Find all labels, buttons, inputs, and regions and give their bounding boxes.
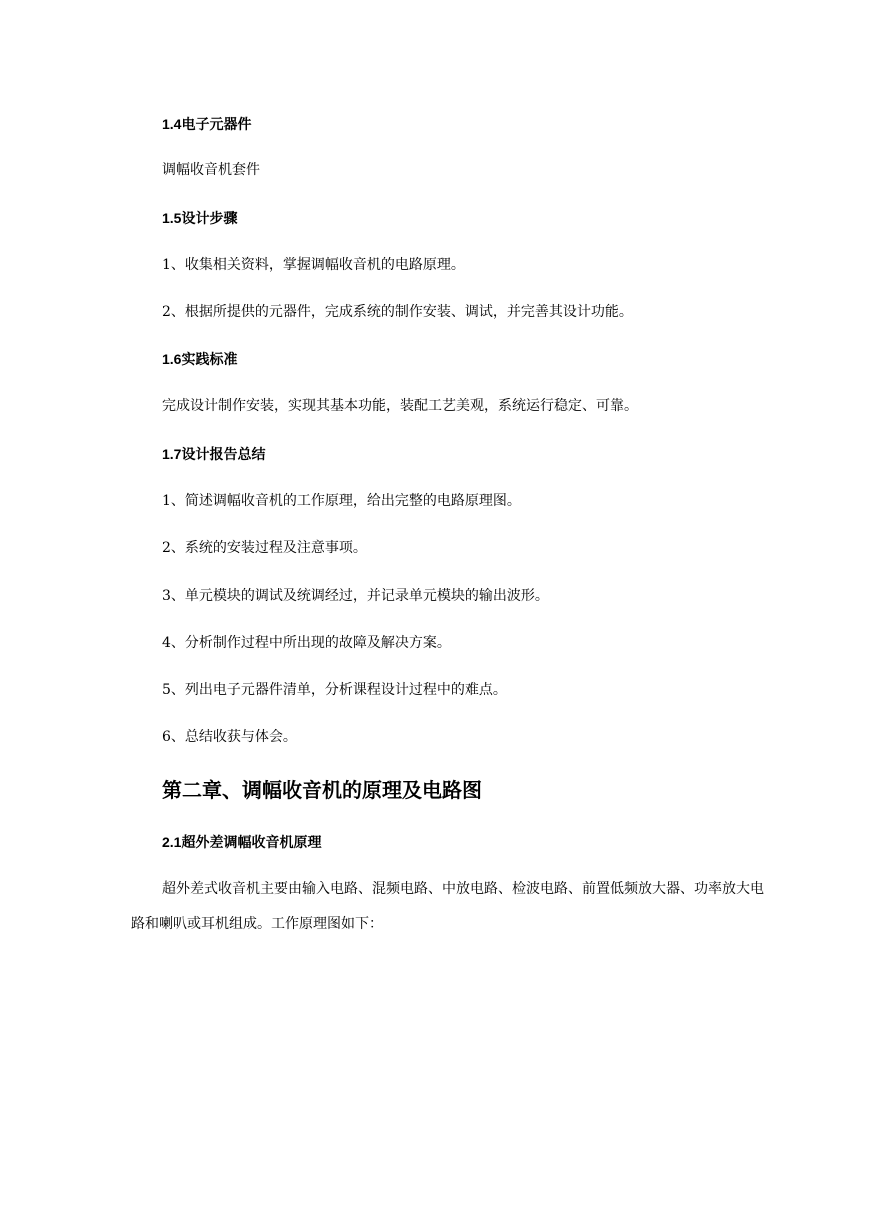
summary-item: 5、列出电子元器件清单，分析课程设计过程中的难点。 <box>162 682 507 698</box>
paragraph-standards: 完成设计制作安装，实现其基本功能，装配工艺美观，系统运行稳定、可靠。 <box>162 398 638 414</box>
chapter-title: 第二章、调幅收音机的原理及电路图 <box>162 778 482 802</box>
summary-item: 6、总结收获与体会。 <box>162 729 297 745</box>
section-heading-2-1: 2.1超外差调幅收音机原理 <box>162 834 322 850</box>
summary-item: 3、单元模块的调试及统调经过，并记录单元模块的输出波形。 <box>162 588 549 604</box>
section-heading-1-4: 1.4电子元器件 <box>162 116 252 132</box>
step-item: 1、收集相关资料，掌握调幅收音机的电路原理。 <box>162 257 465 273</box>
summary-item: 2、系统的安装过程及注意事项。 <box>162 540 367 556</box>
summary-item: 1、简述调幅收音机的工作原理，给出完整的电路原理图。 <box>162 493 521 509</box>
section-heading-1-7: 1.7设计报告总结 <box>162 446 266 462</box>
step-item: 2、根据所提供的元器件，完成系统的制作安装、调试，并完善其设计功能。 <box>162 304 633 320</box>
section-heading-1-6: 1.6实践标准 <box>162 351 238 367</box>
summary-item: 4、分析制作过程中所出现的故障及解决方案。 <box>162 635 451 651</box>
paragraph-components: 调幅收音机套件 <box>162 162 260 178</box>
section-heading-1-5: 1.5设计步骤 <box>162 210 238 226</box>
paragraph-superheterodyne: 超外差式收音机主要由输入电路、混频电路、中放电路、检波电路、前置低频放大器、功率放大电路和喇叭或耳机组成。工作原理图如下： <box>131 881 764 932</box>
